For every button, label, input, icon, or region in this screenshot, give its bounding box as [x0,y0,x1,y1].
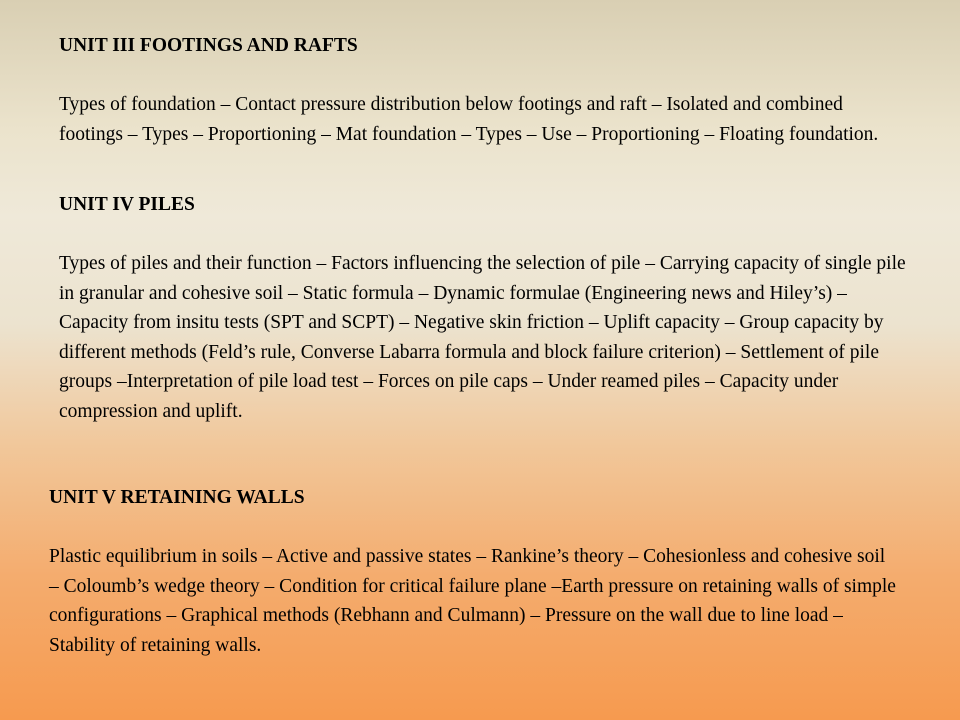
unit-syllabus-text: Types of piles and their function – Factors influencing the selection of pile – Carrying capacity of single pile in granular and cohesive soil – Static formula – Dynamic formulae (Engineering news and Hiley’s) – Capacity from insitu tests (SPT and SCPT) – Negative skin friction – Uplift capacity – Group capacity by different methods (Feld’s rule, Converse Labarra formula and block failure criterion) – Settlement of pile groups –Interpretation of pile load test – Forces on pile caps – Under reamed piles – Capacity under compression and uplift. [59,253,906,422]
unit-heading: UNIT III FOOTINGS AND RAFTS [59,35,358,56]
unit-section-footings-rafts [59,31,899,149]
unit-heading: UNIT V RETAINING WALLS [49,487,305,508]
unit-syllabus-text: Types of foundation – Contact pressure distribution below footings and raft – Isolated and combined footings – Types – Proportioning – Mat foundation – Types – Use – Proportioning – Floating foundation. [59,94,879,145]
unit-section-piles [59,190,911,426]
unit-heading: UNIT IV PILES [59,194,195,215]
unit-section-retaining-walls [49,483,899,660]
unit-syllabus-text: Plastic equilibrium in soils – Active and passive states – Rankine’s theory – Cohesionless and cohesive soil – Coloumb’s wedge theory – Condition for critical failure plane –Earth pressure on retaining walls of simple configurations – Graphical methods (Rebhann and Culmann) – Pressure on the wall due to line load – Stability of retaining walls. [49,546,896,656]
